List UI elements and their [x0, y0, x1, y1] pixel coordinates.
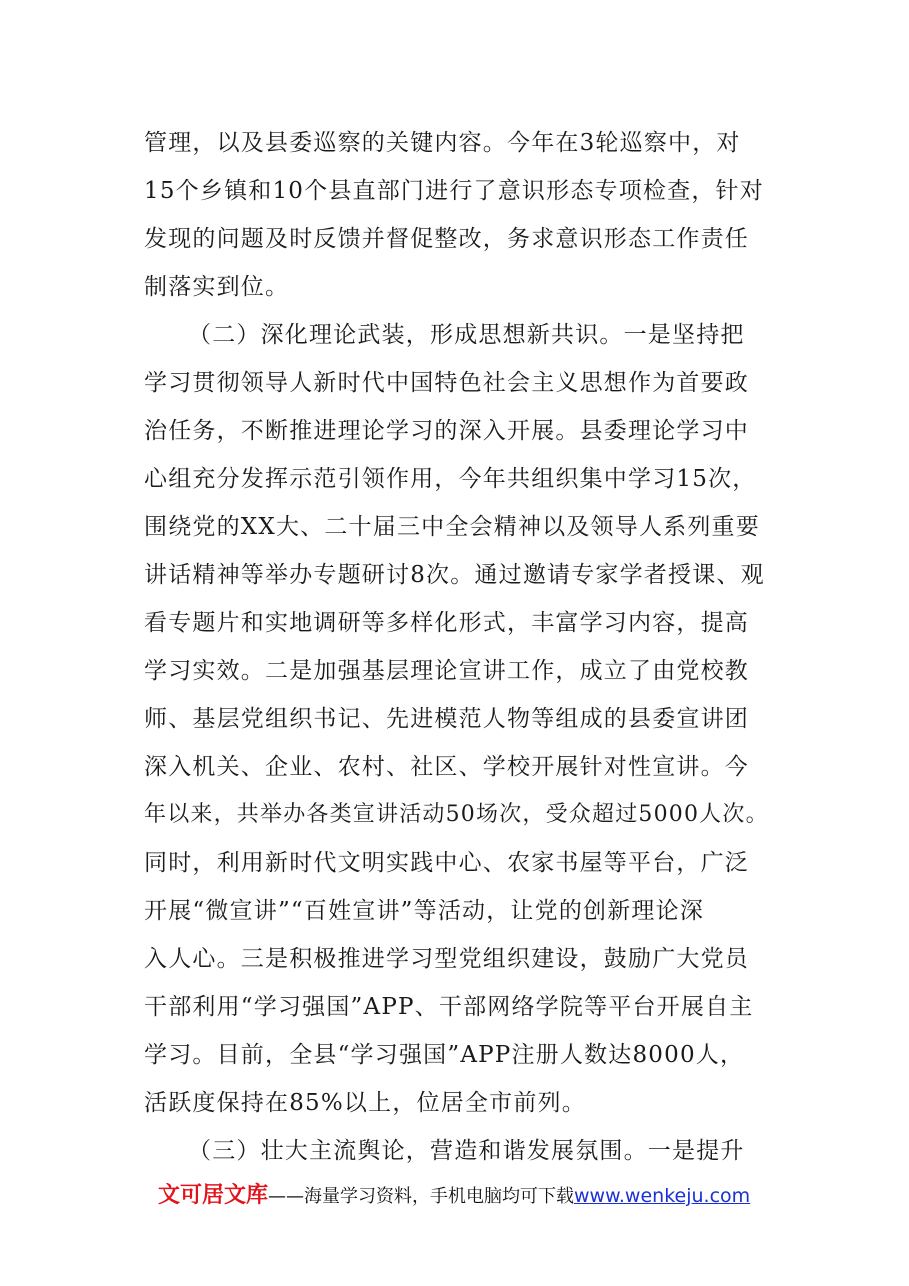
body-text-line: 制落实到位。 [144, 274, 290, 300]
footer-tagline: ——海量学习资料，手机电脑均可下载 [268, 1186, 575, 1207]
section-heading-line: （三）壮大主流舆论，营造和谐发展氛围。一是提升 [188, 1138, 745, 1164]
body-text-line: 15个乡镇和10个县直部门进行了意识形态专项检查，针对 [144, 178, 764, 204]
body-text-line: 干部利用“学习强国”APP、干部网络学院等平台开展自主 [144, 994, 754, 1020]
body-text-line: 治任务，不断推进理论学习的深入开展。县委理论学习中 [144, 418, 749, 444]
body-text-line: 学习实效。二是加强基层理论宣讲工作，成立了由党校教 [144, 658, 749, 684]
body-text-line: 看专题片和实地调研等多样化形式，丰富学习内容，提高 [144, 610, 749, 636]
body-text-line: 学习。目前，全县“学习强国”APP注册人数达8000人， [144, 1042, 745, 1068]
body-text-line: 师、基层党组织书记、先进模范人物等组成的县委宣讲团 [144, 706, 749, 732]
body-text-line: 开展“微宣讲”“百姓宣讲”等活动，让党的创新理论深 [144, 898, 705, 924]
section-heading-line: （二）深化理论武装，形成思想新共识。一是坚持把 [188, 322, 745, 348]
body-text-line: 学习贯彻领导人新时代中国特色社会主义思想作为首要政 [144, 370, 749, 396]
footer-website-link[interactable]: www.wenkeju.com [574, 1185, 751, 1207]
body-text-line: 讲话精神等举办专题研讨8次。通过邀请专家学者授课、观 [144, 562, 765, 588]
footer-brand: 文可居文库 [158, 1183, 269, 1208]
body-text-line: 围绕党的XX大、二十届三中全会精神以及领导人系列重要 [144, 514, 760, 540]
body-text-line: 同时，利用新时代文明实践中心、农家书屋等平台，广泛 [144, 850, 749, 876]
body-text-line: 活跃度保持在85%以上，位居全市前列。 [144, 1090, 586, 1116]
body-text-line: 深入机关、企业、农村、社区、学校开展针对性宣讲。今 [144, 754, 749, 780]
body-text-line: 发现的问题及时反馈并督促整改，务求意识形态工作责任 [144, 226, 749, 252]
body-text-line: 年以来，共举办各类宣讲活动50场次，受众超过5000人次。 [144, 802, 769, 827]
footer-banner [158, 1179, 750, 1213]
body-text-line: 入人心。三是积极推进学习型党组织建设，鼓励广大党员 [144, 946, 749, 972]
body-text-line: 心组充分发挥示范引领作用，今年共组织集中学习15次， [144, 466, 757, 492]
body-text-line: 管理，以及县委巡察的关键内容。今年在3轮巡察中，对 [144, 130, 741, 156]
